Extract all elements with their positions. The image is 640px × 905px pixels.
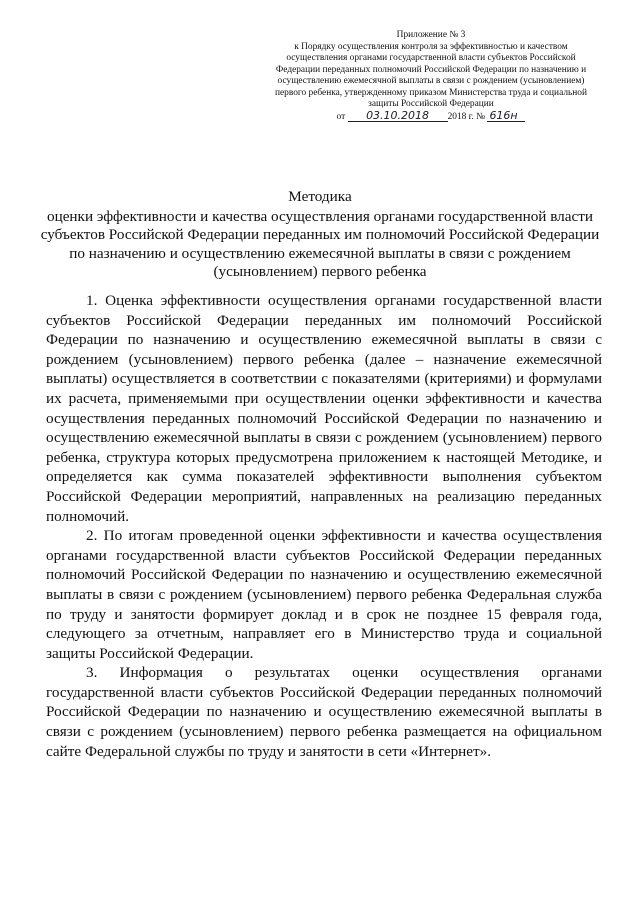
handwritten-number: 616н [487, 111, 525, 122]
order-date-line [262, 108, 600, 124]
appendix-line: осуществлению ежемесячной выплаты в связи с рождением (усыновлением) [277, 76, 585, 86]
document-title [40, 188, 600, 282]
appendix-line: осуществления органами государственной власти субъектов Российской [286, 53, 576, 63]
appendix-line: к Порядку осуществления контроля за эффективностью и качеством [294, 41, 568, 52]
title-subtitle: оценки эффективности и качества осуществления органами государственной власти субъектов Российской Федерации переданных им полномочий Российской Федерации по назначению и осуществлению ежемесячной выплаты в связи с рождением (усыновлением) первого ребенка [40, 207, 600, 280]
from-label: от [336, 111, 346, 122]
paragraph-2: 2. По итогам проведенной оценки эффективности и качества осуществления органами государственной власти субъектов Российской Федерации переданных полномочий Российской Федерации по назначению и осуществлению ежемесячной выплаты в связи с рождением (усыновлением) первого ребенка Федеральная служба по труду и занятости формирует доклад и в срок не позднее 15 февраля года, следующего за отчетным, направляет его в Министерство труда и социальной защиты Российской Федерации. [46, 527, 602, 662]
appendix-line: Федерации переданных полномочий Российской Федерации по назначению и [275, 64, 587, 75]
appendix-line: Приложение № 3 [396, 30, 466, 40]
appendix-line: первого ребенка, утвержденному приказом Министерства труда и социальной [274, 87, 587, 98]
year-label: 2018 г. [447, 111, 474, 122]
paragraph-3: 3. Информация о результатах оценки осуществления органами государственной власти субъектов Российской Федерации переданных полномочий Российской Федерации по назначению и осуществлению ежемесячной выплаты в связи с рождением (усыновлением) первого ребенка размещается на официальном сайте Федеральной службы по труду и занятости в сети «Интернет». [46, 664, 602, 760]
paragraph-1: 1. Оценка эффективности осуществления органами государственной власти субъектов Российской Федерации переданных им полномочий Российской Федерации по назначению и осуществлению ежемесячной выплаты в связи с рождением (усыновлением) первого ребенка (далее – назначение ежемесячной выплаты) осуществляется в соответствии с показателями (критериями) и формулами их расчета, применяемыми при осуществлении оценки эффективности и качества осуществления переданных полномочий Российской Федерации по назначению и осуществлению ежемесячной выплаты в связи с рождением (усыновлением) первого ребенка, структура которых предусмотрена приложением к настоящей Методике, и определяется как сумма показателей эффективности выполнения субъектом Российской Федерации мероприятий, направленных на реализацию переданных полномочий. [46, 292, 602, 525]
appendix-header [262, 30, 600, 123]
appendix-line: защиты Российской Федерации [368, 99, 494, 109]
title-main: Методика [288, 188, 352, 205]
document-body [46, 291, 602, 761]
handwritten-date: 03.10.2018 [348, 111, 448, 122]
number-label: № [476, 111, 486, 122]
